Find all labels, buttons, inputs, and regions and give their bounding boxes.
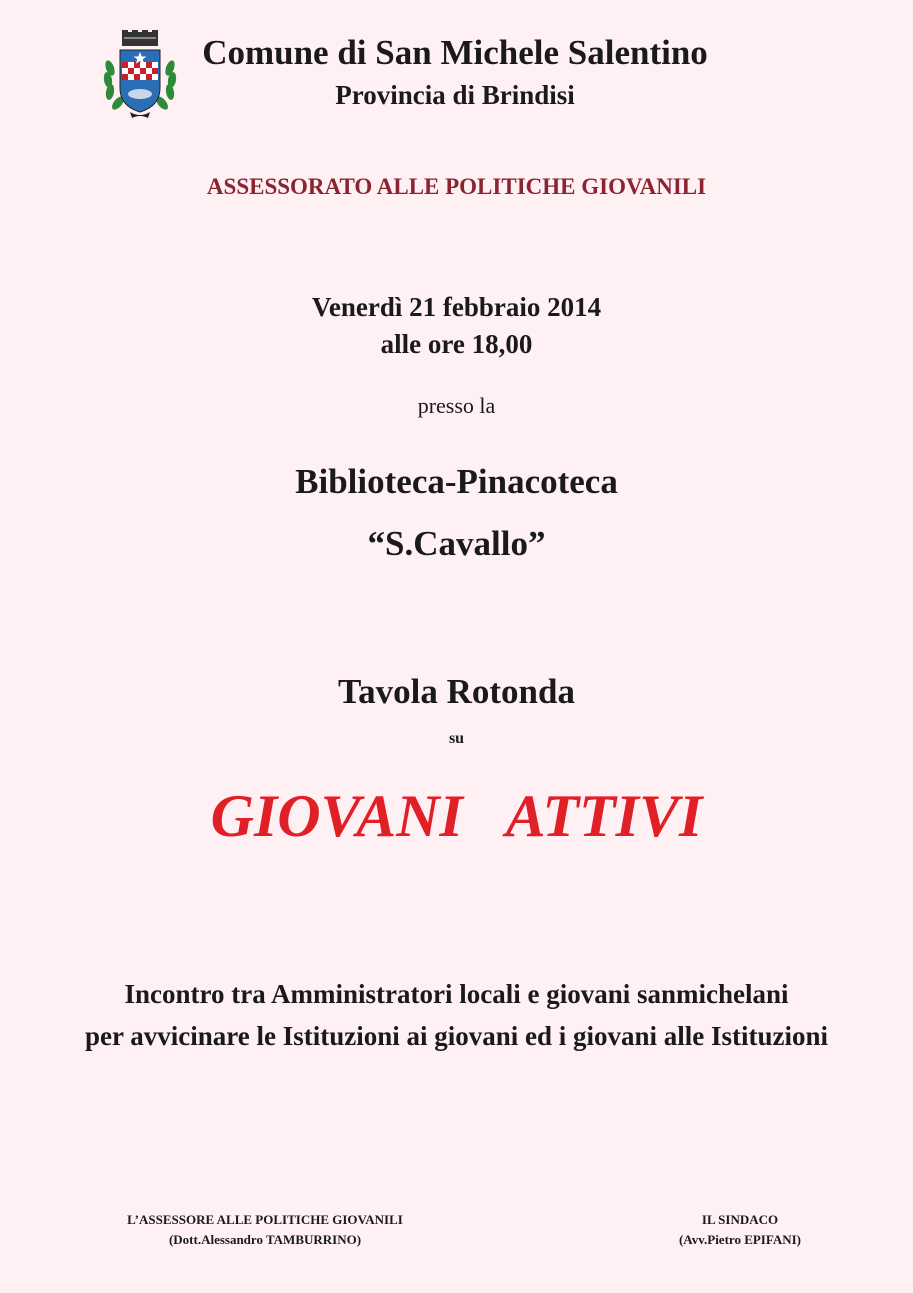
- presso-label: presso la: [417, 393, 496, 418]
- municipality-title: Comune di San Michele Salentino: [202, 33, 708, 72]
- su-label: su: [448, 730, 465, 747]
- province-subtitle: Provincia di Brindisi: [335, 80, 575, 110]
- venue-subname: “S.Cavallo”: [367, 524, 546, 563]
- description-line-2: per avvicinare le Istituzioni ai giovani ed i giovani alle Istituzioni: [84, 1021, 829, 1051]
- venue-name: Biblioteca-Pinacoteca: [295, 462, 618, 501]
- event-date: Venerdì 21 febbraio 2014: [311, 292, 602, 322]
- mayor-signature-name: (Avv.Pietro EPIFANI): [678, 1232, 802, 1247]
- event-title: GIOVANI ATTIVI: [210, 783, 703, 849]
- assessor-signature-title: L’ASSESSORE ALLE POLITICHE GIOVANILI: [127, 1212, 403, 1227]
- assessor-signature-name: (Dott.Alessandro TAMBURRINO): [168, 1232, 362, 1247]
- mayor-signature-title: IL SINDACO: [701, 1212, 779, 1227]
- event-time: alle ore 18,00: [380, 329, 533, 359]
- description-line-1: Incontro tra Amministratori locali e giovani sanmichelani: [124, 979, 789, 1009]
- department-heading: ASSESSORATO ALLE POLITICHE GIOVANILI: [206, 174, 707, 199]
- event-type: Tavola Rotonda: [338, 672, 575, 711]
